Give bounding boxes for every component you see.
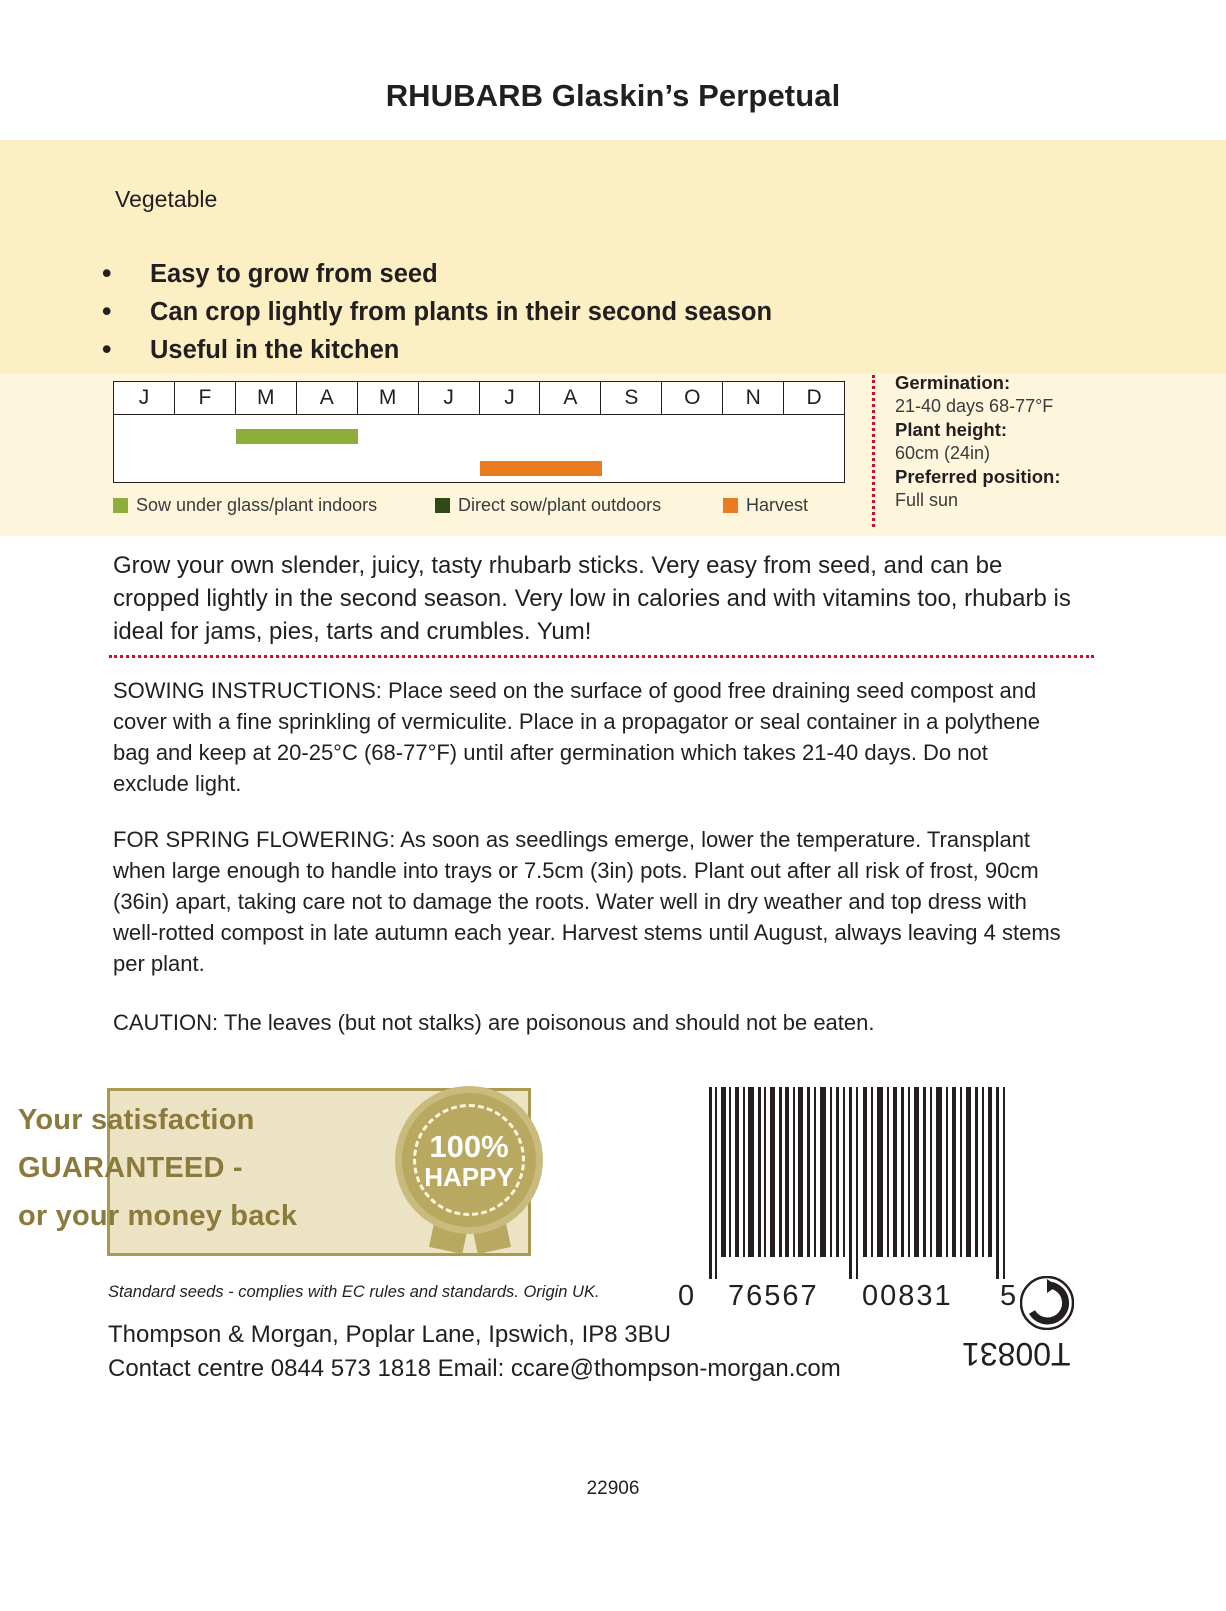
rosette-inner xyxy=(413,1104,525,1216)
sowing-instructions-heading: SOWING INSTRUCTIONS: xyxy=(113,678,382,703)
contact-line: Contact centre 0844 573 1818 Email: ccare@thompson-morgan.com xyxy=(108,1355,841,1382)
guarantee-line-2: GUARANTEED - xyxy=(18,1152,243,1184)
rosette-happy: HAPPY xyxy=(424,1161,514,1192)
legend-item-sow-under-glass xyxy=(113,495,377,516)
page-title: RHUBARB Glaskin’s Perpetual xyxy=(385,78,841,113)
calendar-month: F xyxy=(175,382,236,414)
calendar-month: J xyxy=(114,382,175,414)
barcode-digit-left: 0 xyxy=(678,1280,697,1312)
calendar-month: A xyxy=(297,382,358,414)
recycle-icon xyxy=(1020,1276,1074,1330)
legend-swatch-orange xyxy=(723,498,738,513)
calendar-month: M xyxy=(358,382,419,414)
preferred-position-value: Full sun xyxy=(895,490,959,510)
legend-item-direct-sow xyxy=(435,495,661,516)
calendar-month: A xyxy=(540,382,601,414)
sowing-instructions-body: Place seed on the surface of good free draining seed compost and cover with a fine sprinkling of vermiculite. Place in a propagator or seal container in a polythene bag and keep at 20-25°C (68-77°F) until after germination which takes 21-40 days. Do not exclude light. xyxy=(113,678,1040,796)
calendar-bar-sow-under-glass xyxy=(236,429,358,444)
guarantee-line-3: or your money back xyxy=(18,1200,298,1232)
calendar-month: J xyxy=(480,382,541,414)
calendar-bar-harvest xyxy=(480,461,602,476)
category-label: Vegetable xyxy=(115,186,218,212)
standard-seeds-note: Standard seeds - complies with EC rules and standards. Origin UK. xyxy=(108,1283,600,1301)
list-item: • Useful in the kitchen xyxy=(98,331,1098,369)
caution-heading: CAUTION: xyxy=(113,1010,219,1035)
spring-flowering-heading: FOR SPRING FLOWERING: xyxy=(113,827,396,852)
vertical-dotted-divider xyxy=(872,375,875,527)
caution-body: The leaves (but not stalks) are poisonous and should not be eaten. xyxy=(218,1010,875,1035)
list-item: • Can crop lightly from plants in their second season xyxy=(98,293,1098,331)
sowing-instructions xyxy=(113,675,1068,799)
calendar-bars xyxy=(114,415,844,483)
barcode-bars-icon xyxy=(707,1087,1019,1279)
barcode-digit-right: 5 xyxy=(1000,1280,1019,1312)
preferred-position-label: Preferred position: xyxy=(895,466,1061,487)
rosette-percent: 100% xyxy=(429,1128,509,1164)
sowing-calendar xyxy=(113,381,845,483)
barcode-digits-group-1: 76567 xyxy=(728,1280,819,1312)
horizontal-dotted-divider xyxy=(109,655,1094,658)
calendar-month: S xyxy=(601,382,662,414)
legend-swatch-dark-green xyxy=(435,498,450,513)
barcode xyxy=(707,1087,1019,1279)
barcode-digits-group-2: 00831 xyxy=(862,1280,953,1312)
legend-label: Sow under glass/plant indoors xyxy=(136,495,378,515)
calendar-month: J xyxy=(419,382,480,414)
calendar-month: M xyxy=(236,382,297,414)
company-address xyxy=(108,1318,841,1386)
legend-label: Direct sow/plant outdoors xyxy=(458,495,662,515)
calendar-month-header xyxy=(114,382,844,415)
calendar-month: D xyxy=(806,386,822,409)
feature-bullets xyxy=(98,255,1098,369)
address-line: Thompson & Morgan, Poplar Lane, Ipswich, IP8 3BU xyxy=(108,1321,671,1348)
sku-number: 22906 xyxy=(586,1478,640,1499)
plant-height-label: Plant height: xyxy=(895,419,1008,440)
germination-label: Germination: xyxy=(895,372,1011,393)
calendar-month: N xyxy=(723,382,784,414)
calendar-month: O xyxy=(662,382,723,414)
legend-swatch-green xyxy=(113,498,128,513)
product-code-vertical: T00831 xyxy=(962,1336,1071,1372)
list-item: • Easy to grow from seed xyxy=(98,255,1098,293)
guarantee-rosette xyxy=(396,1087,542,1262)
growing-info xyxy=(895,371,1110,512)
plant-height-value: 60cm (24in) xyxy=(895,443,991,463)
title-bar xyxy=(0,0,1226,140)
legend-label: Harvest xyxy=(746,495,809,515)
spring-flowering-body: As soon as seedlings emerge, lower the temperature. Transplant when large enough to handle into trays or 7.5cm (3in) pots. Plant out after all risk of frost, 90cm (36in) apart, taking care not to damage the roots. Water well in dry weather and top dress with well-rotted compost in late autumn each year. Harvest stems until August, always leaving 4 stems per plant. xyxy=(113,827,1061,976)
caution-note xyxy=(113,1007,1068,1038)
germination-value: 21-40 days 68-77°F xyxy=(895,396,1054,416)
guarantee-line-1: Your satisfaction xyxy=(18,1104,255,1136)
legend-item-harvest xyxy=(723,495,808,516)
spring-flowering-instructions xyxy=(113,824,1068,979)
product-description: Grow your own slender, juicy, tasty rhubarb sticks. Very easy from seed, and can be cropped lightly in the second season. Very low in calories and with vitamins too, rhubarb is ideal for jams, pies, tarts and crumbles. Yum! xyxy=(113,552,1071,645)
